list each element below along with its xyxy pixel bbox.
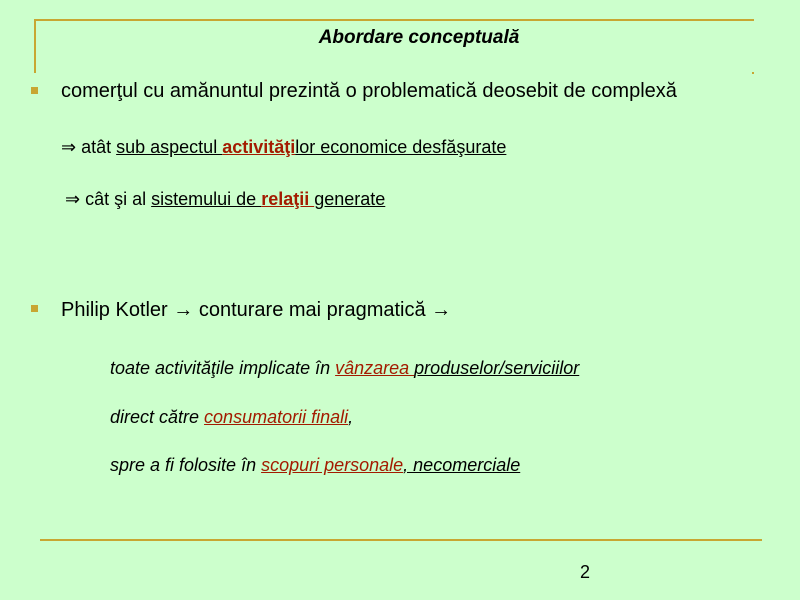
- implies-arrow-icon: ⇒: [65, 189, 81, 209]
- sub-point-1: [61, 137, 506, 158]
- kotler-line-2-highlight: consumatorii finali: [204, 407, 349, 427]
- bullet-marker: [31, 305, 38, 312]
- kotler-line-1-prefix: toate activităţile implicate în: [110, 358, 336, 378]
- bullet-marker: [31, 87, 38, 94]
- slide-title: Abordare conceptuală: [318, 27, 520, 48]
- sub-point-2: [65, 189, 385, 210]
- sub-point-1-prefix: atât: [76, 137, 117, 157]
- title-frame-left: [34, 19, 36, 73]
- kotler-line-1: [110, 358, 579, 379]
- sub-point-2-prefix: cât şi al: [80, 189, 152, 209]
- sub-point-1-underlined-a: sub aspectul: [116, 137, 223, 157]
- kotler-line-2-suffix: ,: [348, 407, 354, 427]
- page-number: 2: [580, 562, 591, 582]
- title-frame-top: [34, 19, 754, 21]
- kotler-line-3: [110, 455, 520, 476]
- sub-point-2-underlined-b: generate: [314, 189, 386, 209]
- sub-point-2-highlight: relaţii: [261, 189, 315, 209]
- sub-point-2-underlined-a: sistemului de: [151, 189, 262, 209]
- kotler-line-3-prefix: spre a fi folosite în: [110, 455, 262, 475]
- title-frame-corner: [752, 72, 754, 74]
- sub-point-1-underlined-b: lor economice desfăşurate: [295, 137, 507, 157]
- kotler-line-1-highlight: vânzarea: [335, 358, 415, 378]
- kotler-line-2: [110, 407, 353, 428]
- bullet-1-text: comerţul cu amănuntul prezintă o problematică deosebit de complexă: [61, 80, 677, 102]
- kotler-line-3-underlined: , necomerciale: [403, 455, 521, 475]
- sub-point-1-highlight: activităţi: [222, 137, 296, 157]
- kotler-line-3-highlight: scopuri personale: [261, 455, 404, 475]
- bullet-2-text: Philip Kotler → conturare mai pragmatică →: [61, 299, 452, 321]
- kotler-line-2-prefix: direct către: [110, 407, 205, 427]
- footer-divider: [40, 539, 762, 541]
- kotler-line-1-underlined: produselor/serviciilor: [414, 358, 580, 378]
- implies-arrow-icon: ⇒: [61, 137, 77, 157]
